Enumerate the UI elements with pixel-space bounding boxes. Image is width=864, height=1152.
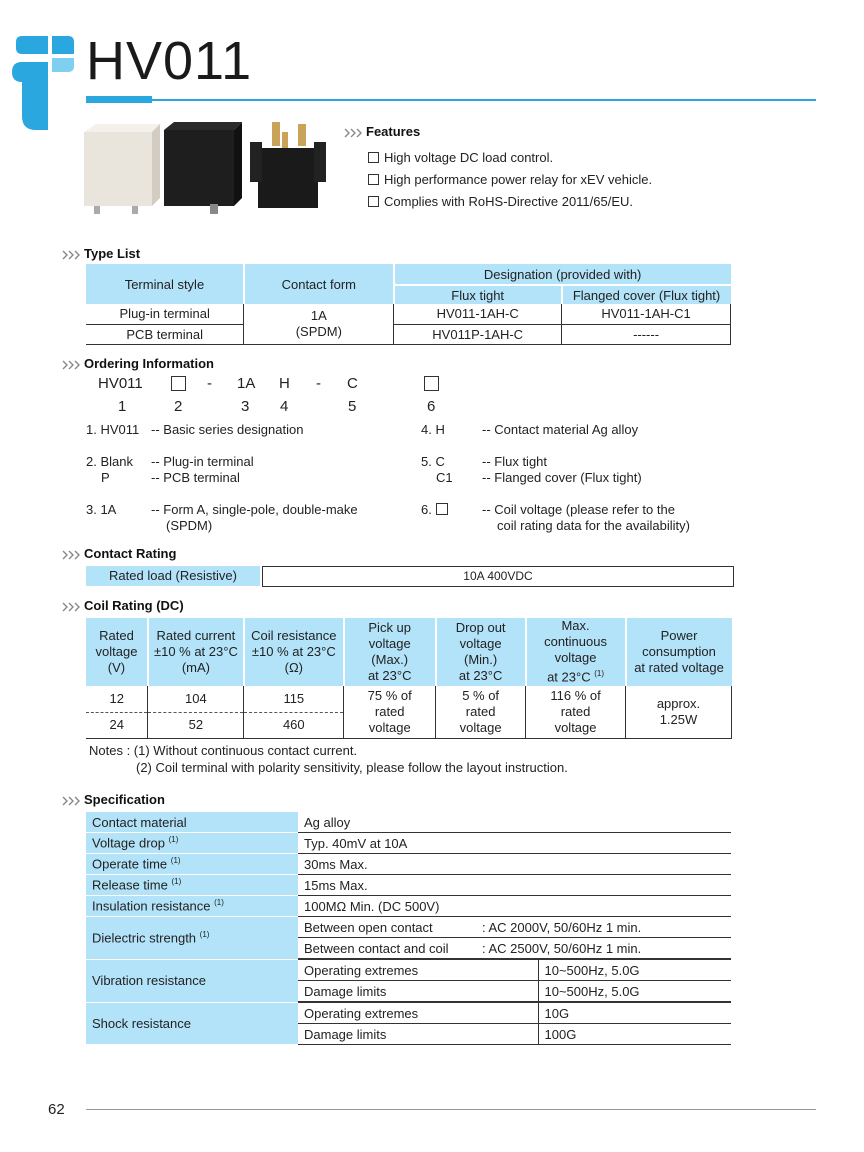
rated-load-value: 10A 400VDC [262, 566, 734, 587]
header-rated-current: Rated current ±10 % at 23°C (mA) [148, 618, 244, 686]
title-rule [86, 99, 816, 101]
header-dropout-voltage: Drop out voltage (Min.) at 23°C [436, 618, 526, 686]
code-box-icon [436, 503, 448, 515]
feature-item: High voltage DC load control. [368, 147, 652, 169]
coil-rating-heading: Coil Rating (DC) [62, 598, 184, 613]
footer-rule [86, 1109, 816, 1110]
type-list-table [86, 264, 731, 345]
feature-item: Complies with RoHS-Directive 2011/65/EU. [368, 191, 652, 213]
chevron-right-icon [62, 550, 80, 560]
max-continuous-cell: 116 % of rated voltage [526, 686, 626, 738]
pickup-voltage-cell: 75 % of rated voltage [344, 686, 436, 738]
specification-heading: Specification [62, 792, 165, 807]
header-flux-tight: Flux tight [394, 285, 562, 304]
table-row: Damage limits 100G [86, 1024, 731, 1045]
table-row: Plug-in terminal 1A (SPDM) HV011-1AH-C HV011-1AH-C1 [86, 304, 731, 324]
header-power-consumption: Power consumption at rated voltage [626, 618, 732, 686]
feature-item: High performance power relay for xEV vehicle. [368, 169, 652, 191]
page-number: 62 [48, 1101, 65, 1118]
table-row: Dielectric strength $^{(1)}$ Between open contact : AC 2000V, 50/60Hz 1 min. [86, 917, 731, 938]
note-1: Notes : (1) Without continuous contact current. [89, 743, 358, 758]
chevron-right-icon [344, 128, 362, 138]
power-consumption-cell: approx. 1.25W [626, 686, 732, 738]
header-coil-resistance: Coil resistance ±10 % at 23°C (Ω) [244, 618, 344, 686]
chevron-right-icon [62, 360, 80, 370]
chevron-right-icon [62, 250, 80, 260]
brand-logo [12, 32, 78, 130]
specification-table [86, 812, 731, 1045]
table-row: Damage limits 10~500Hz, 5.0G [86, 981, 731, 1003]
header-terminal-style: Terminal style [86, 264, 244, 304]
coil-rating-table [86, 618, 732, 739]
checkbox-icon [368, 196, 379, 207]
table-row: Contact material Ag alloy [86, 812, 731, 833]
features-section [344, 124, 652, 213]
table-row: 24 52 460 [86, 712, 732, 738]
contact-rating-heading: Contact Rating [62, 546, 176, 561]
code-box-icon [424, 376, 439, 391]
chevron-right-icon [62, 602, 80, 612]
dropout-voltage-cell: 5 % of rated voltage [436, 686, 526, 738]
checkbox-icon [368, 152, 379, 163]
chevron-right-icon [62, 796, 80, 806]
table-row: PCB terminal HV011P-1AH-C ------ [86, 324, 731, 344]
checkbox-icon [368, 174, 379, 185]
table-row: 12 104 115 75 % of rated voltage 5 % of rated voltage 116 % of rated voltage approx. 1.25W [86, 686, 732, 712]
header-contact-form: Contact form [244, 264, 394, 304]
code-box-icon [171, 376, 186, 391]
features-heading: Features [344, 124, 652, 139]
page-title: HV011 [86, 31, 253, 91]
header-flanged-cover: Flanged cover (Flux tight) [562, 285, 731, 304]
title-rule-accent [86, 96, 152, 103]
product-photos [82, 118, 332, 218]
table-row: Vibration resistance Operating extremes 10~500Hz, 5.0G [86, 959, 731, 981]
header-designation: Designation (provided with) [394, 264, 731, 285]
header-max-continuous-voltage: Max. continuous voltage at 23°C $^{(1)}$ [526, 618, 626, 686]
table-row: Voltage drop $^{(1)}$ Typ. 40mV at 10A [86, 833, 731, 854]
header-pickup-voltage: Pick up voltage (Max.) at 23°C [344, 618, 436, 686]
table-row: Between contact and coil : AC 2500V, 50/60Hz 1 min. [86, 938, 731, 960]
rated-load-label: Rated load (Resistive) [86, 566, 260, 586]
header-rated-voltage: Rated voltage (V) [86, 618, 148, 686]
type-list-heading: Type List [62, 246, 140, 261]
ordering-heading: Ordering Information [62, 356, 214, 371]
table-row: Shock resistance Operating extremes 10G [86, 1002, 731, 1024]
contact-form-cell: 1A (SPDM) [244, 304, 394, 344]
table-row: Release time $^{(1)}$ 15ms Max. [86, 875, 731, 896]
table-row: Operate time $^{(1)}$ 30ms Max. [86, 854, 731, 875]
note-2: (2) Coil terminal with polarity sensitivity, please follow the layout instruction. [136, 760, 568, 775]
table-row: Insulation resistance $^{(1)}$ 100MΩ Min. (DC 500V) [86, 896, 731, 917]
